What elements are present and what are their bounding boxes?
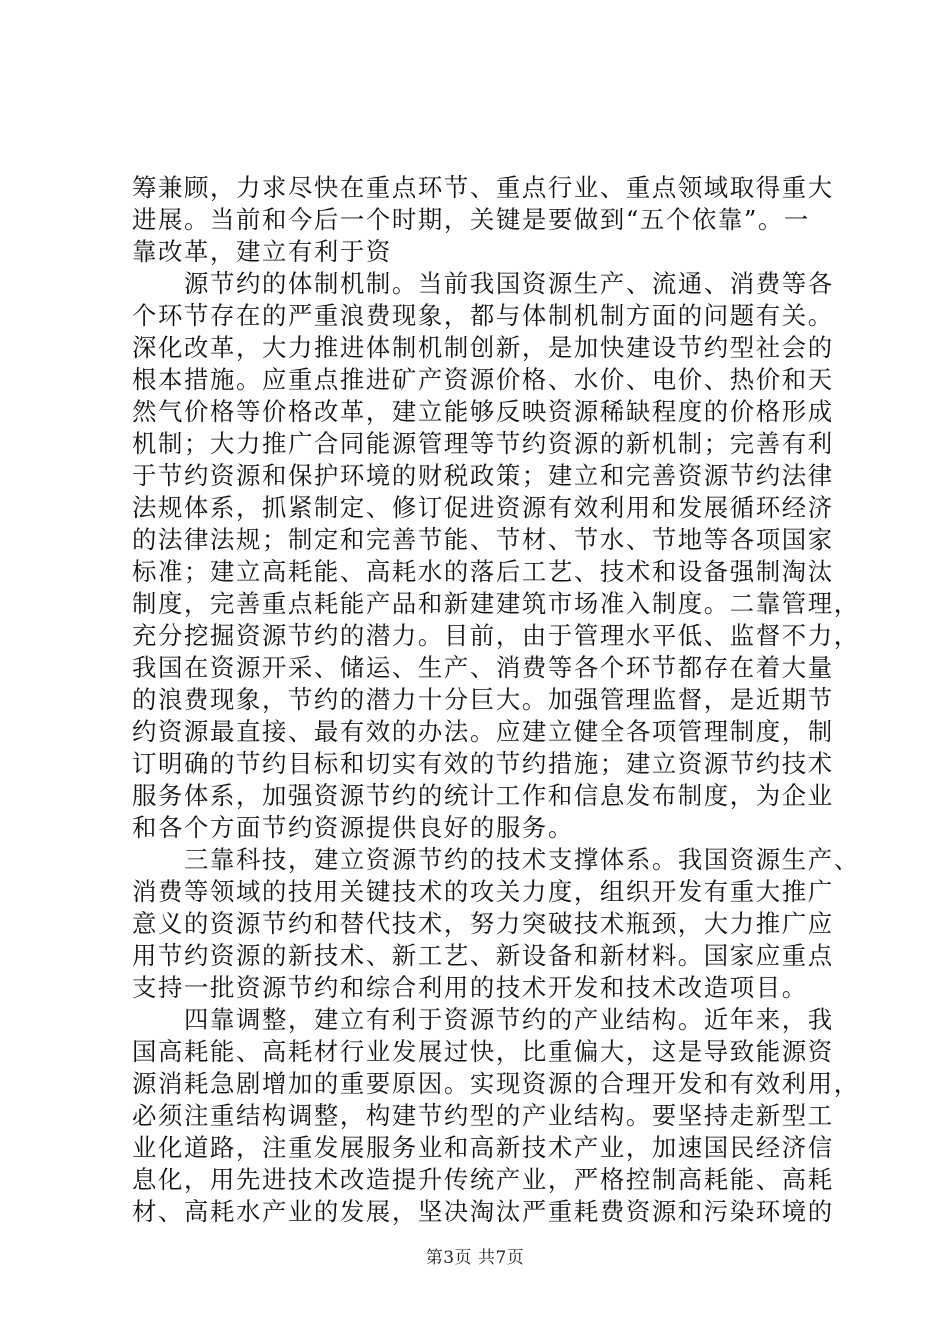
text-line: 消费等领域的技用关键技术的攻关力度，组织开发有重大推广 xyxy=(132,877,834,906)
text-line: 的法律法规；制定和完善节能、节材、节水、节地等各项国家 xyxy=(132,525,834,554)
text-line: 订明确的节约目标和切实有效的节约措施；建立资源节约技术 xyxy=(132,749,834,778)
text-line: 机制；大力推广合同能源管理等节约资源的新机制；完善有利 xyxy=(132,429,834,458)
text-line: 制度，完善重点耗能产品和新建建筑市场准入制度。二靠管理， xyxy=(132,589,860,618)
text-line: 靠改革，建立有利于资 xyxy=(132,237,392,266)
text-line: 服务体系，加强资源节约的统计工作和信息发布制度，为企业 xyxy=(132,781,834,810)
paragraph-first-line: 四靠调整，建立有利于资源节约的产业结构。近年来，我 xyxy=(184,1005,834,1034)
text-line: 充分挖掘资源节约的潜力。目前，由于管理水平低、监督不力， xyxy=(132,621,860,650)
text-line: 意义的资源节约和替代技术，努力突破技术瓶颈，大力推广应 xyxy=(132,909,834,938)
text-line: 根本措施。应重点推进矿产资源价格、水价、电价、热价和天 xyxy=(132,365,834,394)
text-line: 标准；建立高耗能、高耗水的落后工艺、技术和设备强制淘汰 xyxy=(132,557,834,586)
text-line: 我国在资源开采、储运、生产、消费等各个环节都存在着大量 xyxy=(132,653,834,682)
text-line: 的浪费现象，节约的潜力十分巨大。加强管理监督，是近期节 xyxy=(132,685,834,714)
text-line: 进展。当前和今后一个时期，关键是要做到“五个依靠”。一 xyxy=(132,205,810,234)
text-line: 和各个方面节约资源提供良好的服务。 xyxy=(132,813,574,842)
text-line: 业化道路，注重发展服务业和高新技术产业，加速国民经济信 xyxy=(132,1133,834,1162)
text-line: 个环节存在的严重浪费现象，都与体制机制方面的问题有关。 xyxy=(132,301,834,330)
text-line: 法规体系，抓紧制定、修订促进资源有效利用和发展循环经济 xyxy=(132,493,834,522)
text-line: 然气价格等价格改革，建立能够反映资源稀缺程度的价格形成 xyxy=(132,397,834,426)
text-line: 于节约资源和保护环境的财税政策；建立和完善资源节约法律 xyxy=(132,461,834,490)
paragraph-first-line: 源节约的体制机制。当前我国资源生产、流通、消费等各 xyxy=(184,269,834,298)
document-body xyxy=(132,172,860,1228)
page-number-footer: 第3页 共7页 xyxy=(425,1248,525,1268)
text-line: 约资源最直接、最有效的办法。应建立健全各项管理制度，制 xyxy=(132,717,834,746)
text-line: 源消耗急剧增加的重要原因。实现资源的合理开发和有效利用， xyxy=(132,1069,860,1098)
text-line: 国高耗能、高耗材行业发展过快，比重偏大，这是导致能源资 xyxy=(132,1037,834,1066)
text-line: 息化，用先进技术改造提升传统产业，严格控制高耗能、高耗 xyxy=(132,1165,834,1194)
text-line: 用节约资源的新技术、新工艺、新设备和新材料。国家应重点 xyxy=(132,941,834,970)
text-line: 支持一批资源节约和综合利用的技术开发和技术改造项目。 xyxy=(132,973,808,1002)
text-line: 必须注重结构调整，构建节约型的产业结构。要坚持走新型工 xyxy=(132,1101,834,1130)
text-line: 筹兼顾，力求尽快在重点环节、重点行业、重点领域取得重大 xyxy=(132,173,834,202)
text-line: 深化改革，大力推进体制机制创新，是加快建设节约型社会的 xyxy=(132,333,834,362)
paragraph-first-line: 三靠科技，建立资源节约的技术支撑体系。我国资源生产、 xyxy=(184,845,860,874)
text-line: 材、高耗水产业的发展，坚决淘汰严重耗费资源和污染环境的 xyxy=(132,1197,834,1226)
